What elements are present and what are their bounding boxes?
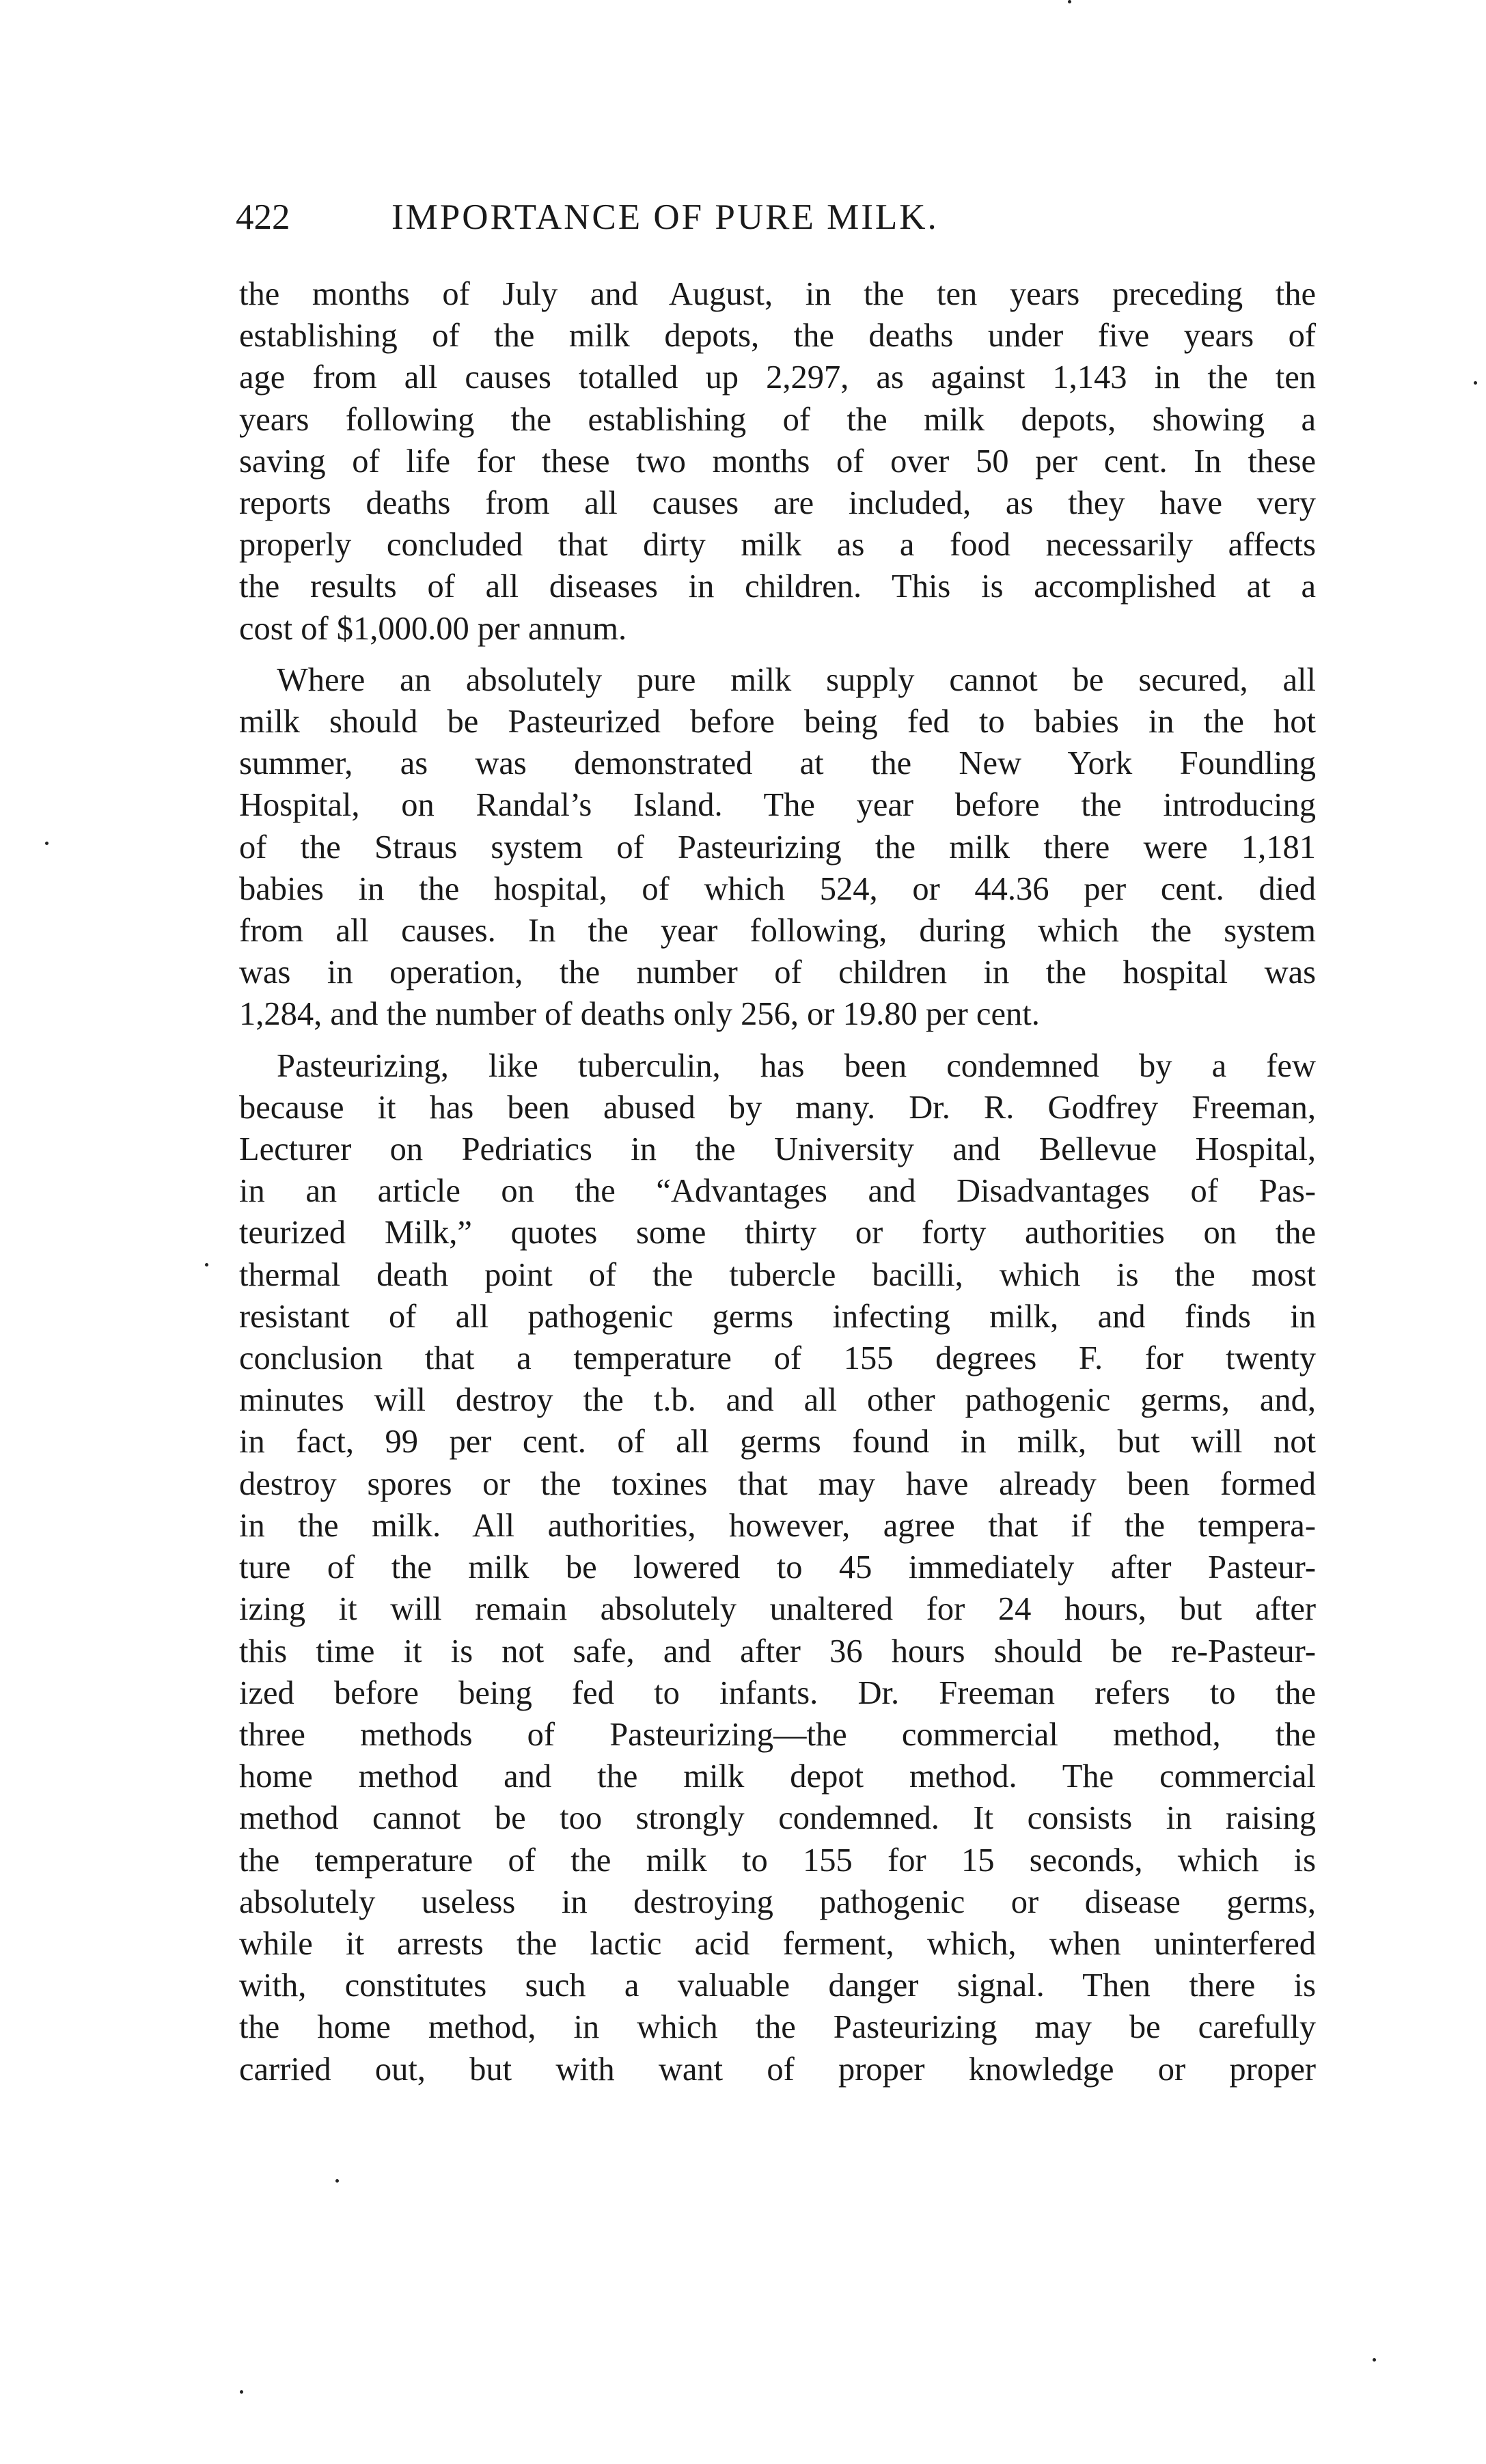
text-line: Lecturer on Pedriatics in the University and Bellevue Hospital, [239,1131,1316,1168]
scan-speck [1373,2358,1376,2362]
text-line: ized before being fed to infants. Dr. Freeman refers to the [239,1674,1316,1711]
scan-speck [205,1263,208,1266]
text-line: establishing of the milk depots, the deaths under five years of [239,318,1316,355]
text-line: reports deaths from all causes are included, as they have very [239,485,1316,522]
text-line: of the Straus system of Pasteurizing the milk there were 1,181 [239,829,1316,866]
text-line: saving of life for these two months of over 50 per cent. In these [239,443,1316,480]
text-line: method cannot be too strongly condemned. It consists in raising [239,1800,1316,1837]
text-line: summer, as was demonstrated at the New York Foundling [239,745,1316,782]
text-line: ture of the milk be lowered to 45 immediately after Pasteur- [239,1549,1316,1586]
paragraph-3 [239,1045,1316,2090]
scan-speck [1474,381,1477,385]
text-line: while it arrests the lactic acid ferment, which, when uninterfered [239,1925,1316,1962]
text-line: babies in the hospital, of which 524, or 44.36 per cent. died [239,870,1316,907]
scan-speck [45,842,49,845]
text-line: resistant of all pathogenic germs infecting milk, and finds in [239,1298,1316,1335]
paragraph-1 [239,273,1316,650]
text-line: years following the establishing of the milk depots, showing a [239,401,1316,438]
text-line: Where an absolutely pure milk supply cannot be secured, all [277,661,1316,698]
text-line: carried out, but with want of proper knowledge or proper [239,2051,1316,2088]
text-line: was in operation, the number of children in the hospital was [239,954,1316,991]
text-line: Pasteurizing, like tuberculin, has been condemned by a few [277,1047,1316,1084]
body-text [239,273,1316,2100]
text-line: milk should be Pasteurized before being fed to babies in the hot [239,704,1316,740]
text-line: cost of $1,000.00 per annum. [239,610,627,647]
text-line: from all causes. In the year following, during which the system [239,913,1316,950]
text-line: properly concluded that dirty milk as a food necessarily affects [239,527,1316,564]
text-line: the temperature of the milk to 155 for 15 seconds, which is [239,1842,1316,1879]
page-number: 422 [236,197,290,237]
scan-speck [1068,0,1071,3]
text-line: this time it is not safe, and after 36 hours should be re-Pasteur- [239,1633,1316,1670]
text-line: the months of July and August, in the ten years preceding the [239,276,1316,312]
text-line: because it has been abused by many. Dr. R. Godfrey Freeman, [239,1089,1316,1126]
running-title: IMPORTANCE OF PURE MILK. [391,197,939,237]
text-line: destroy spores or the toxines that may have already been formed [239,1465,1316,1502]
text-line: in an article on the “Advantages and Disadvantages of Pas- [239,1173,1316,1210]
page-header [236,193,1315,241]
text-line: in fact, 99 per cent. of all germs found in milk, but will not [239,1424,1316,1461]
text-line: the results of all diseases in children. This is accomplished at a [239,568,1316,605]
text-line: the home method, in which the Pasteurizing may be carefully [239,2009,1316,2046]
text-line: minutes will destroy the t.b. and all other pathogenic germs, and, [239,1382,1316,1419]
text-line: in the milk. All authorities, however, agree that if the tempera- [239,1507,1316,1544]
scan-speck [240,2390,243,2394]
text-line: conclusion that a temperature of 155 degrees F. for twenty [239,1340,1316,1377]
text-line: izing it will remain absolutely unaltered for 24 hours, but after [239,1591,1316,1628]
text-line: thermal death point of the tubercle bacilli, which is the most [239,1256,1316,1293]
text-line: home method and the milk depot method. The commercial [239,1758,1316,1795]
scan-speck [335,2179,339,2183]
text-line: age from all causes totalled up 2,297, as against 1,143 in the ten [239,359,1316,396]
text-line: absolutely useless in destroying pathogenic or disease germs, [239,1883,1316,1920]
paragraph-2 [239,659,1316,1036]
text-line: three methods of Pasteurizing—the commercial method, the [239,1716,1316,1753]
text-line: teurized Milk,” quotes some thirty or forty authorities on the [239,1215,1316,1251]
text-line: 1,284, and the number of deaths only 256, or 19.80 per cent. [239,996,1040,1033]
text-line: with, constitutes such a valuable danger signal. Then there is [239,1967,1316,2004]
text-line: Hospital, on Randal’s Island. The year before the introducing [239,787,1316,824]
